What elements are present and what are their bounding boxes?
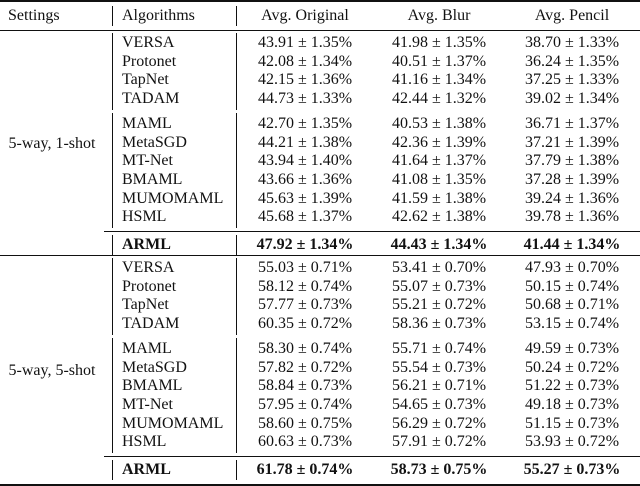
algorithm-name: BMAML bbox=[122, 377, 183, 395]
value-avg-pencil: 41.44 ± 1.34% bbox=[523, 236, 621, 253]
value-avg-original: 43.94 ± 1.40% bbox=[257, 152, 353, 170]
ours-vbar bbox=[112, 235, 113, 255]
value-avg-original: 43.66 ± 1.36% bbox=[257, 170, 353, 188]
value-avg-pencil: 36.71 ± 1.37% bbox=[524, 114, 620, 132]
value-avg-blur: 54.65 ± 0.73% bbox=[391, 395, 487, 413]
algorithm-name: TADAM bbox=[122, 90, 180, 108]
value-avg-original: 58.60 ± 0.75% bbox=[257, 414, 353, 432]
algorithm-name: MAML bbox=[122, 339, 172, 357]
algorithm-name: MUMOMAML bbox=[122, 189, 224, 207]
algorithm-name: ARML bbox=[122, 461, 171, 478]
value-avg-pencil: 37.21 ± 1.39% bbox=[524, 133, 620, 151]
value-avg-pencil: 39.02 ± 1.34% bbox=[524, 90, 620, 108]
header-settings: Settings bbox=[8, 7, 60, 24]
value-avg-pencil: 38.70 ± 1.33% bbox=[524, 34, 620, 51]
value-avg-blur: 41.59 ± 1.38% bbox=[391, 189, 487, 207]
group-vbar bbox=[236, 258, 237, 335]
value-avg-blur: 42.62 ± 1.38% bbox=[391, 208, 487, 226]
value-avg-pencil: 53.93 ± 0.72% bbox=[524, 433, 620, 451]
value-avg-pencil: 37.25 ± 1.33% bbox=[524, 71, 620, 89]
ours-rule bbox=[104, 456, 640, 457]
header-avg-original: Avg. Original bbox=[261, 7, 349, 24]
value-avg-blur: 58.73 ± 0.75% bbox=[390, 461, 488, 478]
value-avg-blur: 42.44 ± 1.32% bbox=[391, 90, 487, 108]
algorithm-name: MAML bbox=[122, 114, 172, 132]
value-avg-blur: 42.36 ± 1.39% bbox=[391, 133, 487, 151]
value-avg-blur: 56.21 ± 0.71% bbox=[391, 377, 487, 395]
value-avg-pencil: 36.24 ± 1.35% bbox=[524, 52, 620, 70]
value-avg-blur: 53.41 ± 0.70% bbox=[391, 259, 487, 276]
algorithm-name: ARML bbox=[122, 236, 171, 253]
value-avg-blur: 41.98 ± 1.35% bbox=[391, 34, 487, 51]
algorithm-name: HSML bbox=[122, 208, 167, 226]
value-avg-pencil: 50.15 ± 0.74% bbox=[524, 277, 620, 295]
value-avg-blur: 55.07 ± 0.73% bbox=[391, 277, 487, 295]
value-avg-blur: 55.54 ± 0.73% bbox=[391, 358, 487, 376]
value-avg-blur: 41.64 ± 1.37% bbox=[391, 152, 487, 170]
value-avg-original: 57.77 ± 0.73% bbox=[257, 296, 353, 314]
group-vbar bbox=[236, 113, 237, 228]
value-avg-blur: 56.29 ± 0.72% bbox=[391, 414, 487, 432]
group-vbar bbox=[112, 338, 113, 453]
ours-vbar bbox=[236, 235, 237, 255]
group-vbar bbox=[236, 338, 237, 453]
group-vbar bbox=[112, 113, 113, 228]
value-avg-original: 44.21 ± 1.38% bbox=[257, 133, 353, 151]
header-avg-blur: Avg. Blur bbox=[407, 7, 471, 24]
group-vbar bbox=[236, 33, 237, 110]
value-avg-original: 58.84 ± 0.73% bbox=[257, 377, 353, 395]
ours-rule bbox=[104, 231, 640, 232]
header-algorithms: Algorithms bbox=[122, 7, 195, 24]
header-vbar bbox=[236, 6, 237, 26]
value-avg-blur: 44.43 ± 1.34% bbox=[390, 236, 488, 253]
value-avg-blur: 58.36 ± 0.73% bbox=[391, 315, 487, 333]
value-avg-original: 58.30 ± 0.74% bbox=[257, 339, 353, 357]
setting-label: 5-way, 5-shot bbox=[8, 361, 96, 379]
value-avg-pencil: 49.18 ± 0.73% bbox=[524, 395, 620, 413]
value-avg-pencil: 50.24 ± 0.72% bbox=[524, 358, 620, 376]
value-avg-pencil: 49.59 ± 0.73% bbox=[524, 339, 620, 357]
value-avg-original: 45.68 ± 1.37% bbox=[257, 208, 353, 226]
value-avg-original: 57.95 ± 0.74% bbox=[257, 395, 353, 413]
value-avg-blur: 40.53 ± 1.38% bbox=[391, 114, 487, 132]
section-rule bbox=[0, 255, 640, 256]
value-avg-original: 57.82 ± 0.72% bbox=[257, 358, 353, 376]
value-avg-pencil: 47.93 ± 0.70% bbox=[524, 259, 620, 276]
value-avg-blur: 41.16 ± 1.34% bbox=[391, 71, 487, 89]
value-avg-original: 44.73 ± 1.33% bbox=[257, 90, 353, 108]
value-avg-pencil: 51.15 ± 0.73% bbox=[524, 414, 620, 432]
ours-vbar bbox=[236, 460, 237, 480]
value-avg-original: 47.92 ± 1.34% bbox=[256, 236, 354, 253]
ours-vbar bbox=[112, 460, 113, 480]
value-avg-original: 60.63 ± 0.73% bbox=[257, 433, 353, 451]
algorithm-name: MetaSGD bbox=[122, 133, 187, 151]
algorithm-name: TapNet bbox=[122, 71, 169, 89]
algorithm-name: MT-Net bbox=[122, 395, 173, 413]
top-rule bbox=[0, 0, 640, 2]
algorithm-name: BMAML bbox=[122, 170, 183, 188]
algorithm-name: TapNet bbox=[122, 296, 169, 314]
value-avg-original: 58.12 ± 0.74% bbox=[257, 277, 353, 295]
value-avg-pencil: 39.78 ± 1.36% bbox=[524, 208, 620, 226]
algorithm-name: TADAM bbox=[122, 315, 180, 333]
algorithm-name: Protonet bbox=[122, 52, 177, 70]
algorithm-name: VERSA bbox=[122, 34, 175, 51]
value-avg-original: 60.35 ± 0.72% bbox=[257, 315, 353, 333]
value-avg-original: 61.78 ± 0.74% bbox=[256, 461, 354, 478]
value-avg-original: 42.15 ± 1.36% bbox=[257, 71, 353, 89]
value-avg-pencil: 50.68 ± 0.71% bbox=[524, 296, 620, 314]
header-avg-pencil: Avg. Pencil bbox=[534, 7, 610, 24]
value-avg-original: 42.70 ± 1.35% bbox=[257, 114, 353, 132]
algorithm-name: MUMOMAML bbox=[122, 414, 224, 432]
group-vbar bbox=[112, 258, 113, 335]
algorithm-name: MT-Net bbox=[122, 152, 173, 170]
algorithm-name: VERSA bbox=[122, 259, 175, 276]
value-avg-original: 45.63 ± 1.39% bbox=[257, 189, 353, 207]
header-rule bbox=[0, 30, 640, 31]
value-avg-pencil: 39.24 ± 1.36% bbox=[524, 189, 620, 207]
value-avg-blur: 55.71 ± 0.74% bbox=[391, 339, 487, 357]
algorithm-name: MetaSGD bbox=[122, 358, 187, 376]
value-avg-pencil: 53.15 ± 0.74% bbox=[524, 315, 620, 333]
value-avg-pencil: 55.27 ± 0.73% bbox=[523, 461, 621, 478]
value-avg-pencil: 37.79 ± 1.38% bbox=[524, 152, 620, 170]
algorithm-name: Protonet bbox=[122, 277, 177, 295]
value-avg-pencil: 51.22 ± 0.73% bbox=[524, 377, 620, 395]
value-avg-blur: 55.21 ± 0.72% bbox=[391, 296, 487, 314]
value-avg-pencil: 37.28 ± 1.39% bbox=[524, 170, 620, 188]
group-vbar bbox=[112, 33, 113, 110]
algorithm-name: HSML bbox=[122, 433, 167, 451]
value-avg-blur: 57.91 ± 0.72% bbox=[391, 433, 487, 451]
value-avg-original: 43.91 ± 1.35% bbox=[257, 34, 353, 51]
setting-label: 5-way, 1-shot bbox=[8, 134, 96, 152]
value-avg-original: 55.03 ± 0.71% bbox=[257, 259, 353, 276]
value-avg-blur: 40.51 ± 1.37% bbox=[391, 52, 487, 70]
value-avg-blur: 41.08 ± 1.35% bbox=[391, 170, 487, 188]
value-avg-original: 42.08 ± 1.34% bbox=[257, 52, 353, 70]
header-vbar bbox=[112, 6, 113, 26]
